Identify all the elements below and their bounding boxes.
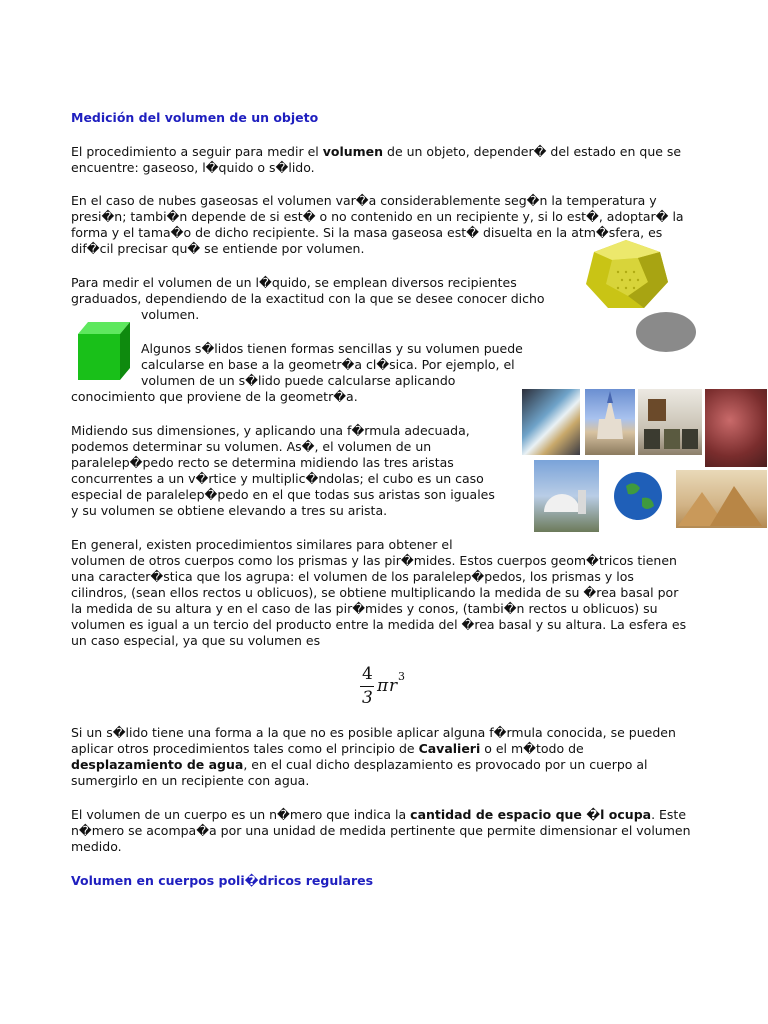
earth-globe-image xyxy=(612,470,664,522)
text-span: de un objeto, depender� del estado en que se xyxy=(383,144,682,159)
text-span: . Este xyxy=(651,807,687,822)
text-span: o el m�todo de xyxy=(480,741,584,756)
paragraph-definition-line xyxy=(71,807,686,823)
paragraph-gas-line: En el caso de nubes gaseosas el volumen var�a considerablemente seg�n la temperatura y xyxy=(71,193,657,208)
text-span: , en el cual dicho desplazamiento es provocado por un cuerpo al xyxy=(243,757,648,772)
formula-denominator: 3 xyxy=(362,688,373,708)
paragraph-dimensions-line: paralelep�pedo recto se determina midiendo las tres aristas xyxy=(71,455,454,470)
paragraph-definition-line: n�mero se acompa�a por una unidad de medida pertinente que permite dimensionar el volumen xyxy=(71,823,691,838)
paragraph-general-line: volumen de otros cuerpos como los prismas y las pir�mides. Estos cuerpos geom�tricos tienen xyxy=(71,553,677,568)
paragraph-other-methods-line xyxy=(71,757,648,773)
prism-light-photo xyxy=(522,389,580,455)
paragraph-dimensions-line: y su volumen se obtiene elevando a tres su arista. xyxy=(71,503,388,518)
paragraph-solid-line: Algunos s�lidos tienen formas sencillas y su volumen puede xyxy=(141,341,523,356)
paragraph-liquid-line: volumen. xyxy=(141,307,200,322)
section-subtitle: Volumen en cuerpos poli�dricos regulares xyxy=(71,873,374,888)
paragraph-other-methods-line: Si un s�lido tiene una forma a la que no es posible aplicar alguna f�rmula conocida, se pueden xyxy=(71,725,676,740)
paragraph-solid-line: volumen de un s�lido puede calcularse aplicando xyxy=(141,373,456,388)
paragraph-intro-line-1 xyxy=(71,144,681,160)
paragraph-dimensions-line: Midiendo sus dimensiones, y aplicando una f�rmula adecuada, xyxy=(71,423,470,438)
page-title: Medición del volumen de un objeto xyxy=(71,110,319,125)
sphere-volume-formula xyxy=(358,664,418,710)
bold-term-desplazamiento: desplazamiento de agua xyxy=(71,757,244,772)
formula-exponent: 3 xyxy=(398,670,405,683)
paragraph-gas-line: presi�n; tambi�n depende de si est� o no contenido en un recipiente y, si lo est�, adoptar� la xyxy=(71,209,684,224)
paragraph-dimensions-line: podemos determinar su volumen. As�, el volumen de un xyxy=(71,439,432,454)
paragraph-definition-line: medido. xyxy=(71,839,122,854)
crystals-photo xyxy=(705,389,767,467)
bold-term-volumen: volumen xyxy=(322,144,384,159)
paragraph-general-line: un caso especial, ya que su volumen es xyxy=(71,633,321,648)
paragraph-liquid-line: Para medir el volumen de un l�quido, se emplean diversos recipientes xyxy=(71,275,517,290)
yellow-dodecahedron-image xyxy=(582,238,697,356)
paragraph-intro-line-2: encuentre: gaseoso, l�quido o s�lido. xyxy=(71,160,315,175)
paragraph-dimensions-line: especial de paralelep�pedo en el que todas sus aristas son iguales xyxy=(71,487,495,502)
paragraph-liquid-line: graduados, dependiendo de la exactitud con la que se desee conocer dicho xyxy=(71,291,545,306)
paragraph-general-line: cilindros, (sean ellos rectos u oblicuos), se obtiene multiplicando la medida de su �rea basal por xyxy=(71,585,679,600)
text-span: El procedimiento a seguir para medir el xyxy=(71,144,323,159)
paragraph-gas-line: dif�cil precisar qu� se entiende por volumen. xyxy=(71,241,365,256)
paragraph-other-methods-line: sumergirlo en un recipiente con agua. xyxy=(71,773,310,788)
bold-term-cavalieri: Cavalieri xyxy=(418,741,481,756)
paragraph-solid-line: conocimiento que proviene de la geometr�a. xyxy=(71,389,358,404)
power-plant-photo xyxy=(534,460,599,532)
pyramids-photo xyxy=(676,470,767,528)
bold-term-cantidad-espacio: cantidad de espacio que �l ocupa xyxy=(410,807,652,822)
formula-pi: π xyxy=(377,676,389,696)
jars-photo xyxy=(638,389,702,455)
formula-numerator: 4 xyxy=(362,664,373,684)
paragraph-other-methods-line xyxy=(71,741,584,757)
green-cube-image xyxy=(76,322,132,380)
paragraph-general-line: la medida de su altura y en el caso de las pir�mides y conos, (tambi�n rectos u oblicuos) su xyxy=(71,601,658,616)
paragraph-general-line: una caracter�stica que los agrupa: el volumen de los paralelep�pedos, los prismas y los xyxy=(71,569,634,584)
paragraph-general-line: volumen es igual a un tercio del producto entre la medida del �rea basal y su altura. La esfera es xyxy=(71,617,687,632)
fraction-bar xyxy=(360,686,374,687)
paragraph-general-line: En general, existen procedimientos similares para obtener el xyxy=(71,537,453,552)
paragraph-dimensions-line: concurrentes a un v�rtice y multiplic�ndolas; el cubo es un caso xyxy=(71,471,484,486)
castle-photo xyxy=(585,389,635,455)
paragraph-gas-line: forma y el tama�o de dicho recipiente. Si la masa gaseosa est� disuelta en la atm�sfera, es xyxy=(71,225,663,240)
text-span: El volumen de un cuerpo es un n�mero que indica la xyxy=(71,807,411,822)
formula-radius: r xyxy=(389,676,398,696)
paragraph-solid-line: calcularse en base a la geometr�a cl�sica. Por ejemplo, el xyxy=(141,357,515,372)
text-span: aplicar otros procedimientos tales como el principio de xyxy=(71,741,419,756)
